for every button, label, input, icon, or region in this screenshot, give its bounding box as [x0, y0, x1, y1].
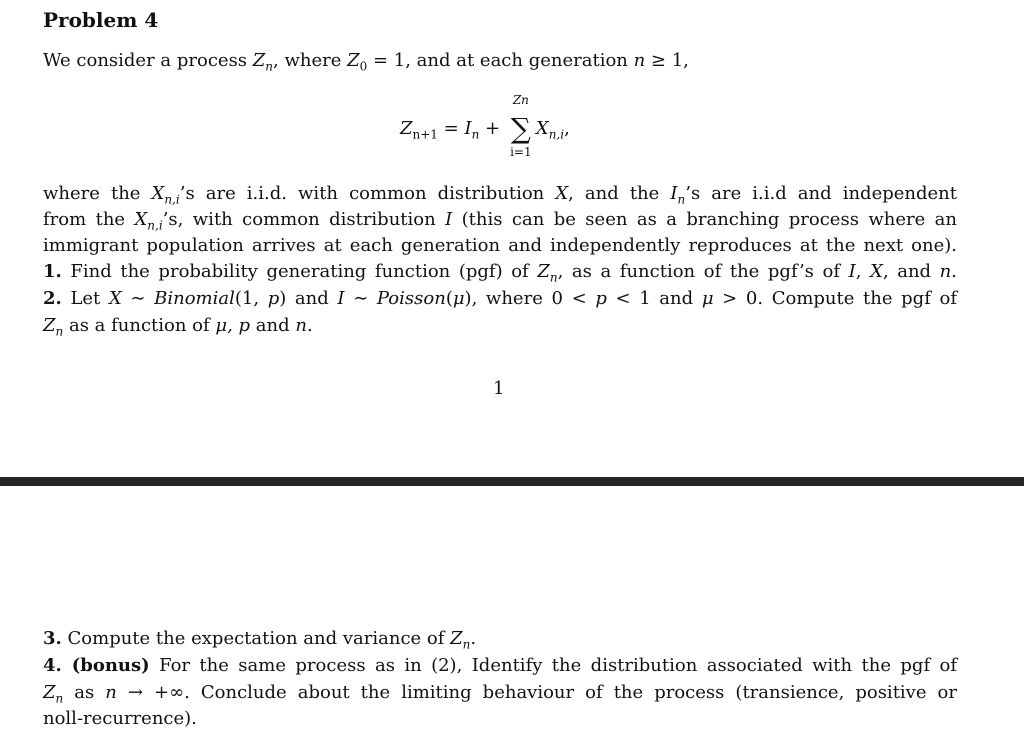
question-3 [43, 628, 477, 652]
text: , and [882, 261, 940, 282]
paragraph-line-2 [43, 209, 957, 233]
question-4-line-1 [43, 655, 957, 676]
text: (1, [234, 288, 268, 309]
math-var: Z [43, 315, 56, 336]
text: ) and [279, 288, 338, 309]
text: = 1, and at each generation [367, 50, 634, 71]
math-var: μ [452, 288, 465, 309]
question-2-line-1 [43, 288, 957, 309]
math-sub: n [265, 59, 274, 74]
text: as a function of [63, 315, 216, 336]
problem-title: Problem 4 [43, 8, 159, 32]
text: ’s are i.i.d. with common distribution [179, 183, 556, 204]
page-divider [0, 477, 1024, 486]
math-sub: 0 [359, 59, 368, 74]
text: . [951, 261, 957, 282]
math-var: Z [400, 118, 413, 139]
text: ’s are i.i.d and independent [685, 183, 957, 204]
question-number: 3. [43, 628, 62, 649]
math-var: Z [450, 628, 463, 649]
math-var: n [633, 50, 646, 71]
math-var: X [555, 183, 569, 204]
math-var: μ [701, 288, 714, 309]
math-sub: n,i [147, 218, 163, 233]
recurrence-equation [400, 93, 570, 159]
plus-sign: + [479, 118, 506, 139]
math-var: Z [43, 682, 56, 703]
text: and [250, 315, 296, 336]
math-var: n [939, 261, 952, 282]
text: < 1 and [606, 288, 702, 309]
text: We consider a process [43, 50, 253, 71]
question-number: 1. [43, 261, 62, 282]
math-var: I [337, 288, 345, 309]
question-number: 4. [43, 655, 62, 676]
math-sub: n [549, 270, 558, 285]
math-sub: n+1 [412, 127, 438, 142]
summation [506, 93, 536, 159]
sum-lower-limit: i=1 [510, 145, 532, 159]
paragraph-line-1 [43, 183, 957, 207]
math-var: Poisson [376, 288, 446, 309]
text: from the [43, 209, 135, 230]
question-4-line-3: noll-recurrence). [43, 708, 197, 729]
text: , as a function of the pgf’s of [557, 261, 849, 282]
text: , and the [568, 183, 671, 204]
text: Find the probability generating function (pgf) of [61, 261, 538, 282]
math-sub: n [55, 691, 64, 706]
text: ∼ [344, 288, 377, 309]
equals-sign: = [437, 118, 465, 139]
math-var: X [535, 118, 549, 139]
math-var: X [870, 261, 883, 282]
math-var: X [151, 183, 165, 204]
math-var: I [670, 183, 678, 204]
question-4-line-2 [43, 682, 957, 706]
text: ’s, with common distribution [162, 209, 446, 230]
math-sub: n [55, 324, 64, 339]
math-var: p [267, 288, 280, 309]
text: > 0. Compute the pgf of [713, 288, 958, 309]
text: Compute the expectation and variance of [61, 628, 451, 649]
sigma-icon: ∑ [510, 112, 531, 145]
text: , where [273, 50, 348, 71]
math-var: I [464, 118, 472, 139]
text: → +∞. Conclude about the limiting behaviour of the process (transience, positive or [116, 682, 957, 703]
math-var: Z [347, 50, 360, 71]
math-var: X [134, 209, 148, 230]
text: (this can be seen as a branching process where an [452, 209, 957, 230]
bonus-label: (bonus) [61, 655, 150, 676]
text: . [306, 315, 313, 336]
math-sub: n [471, 127, 480, 142]
math-var: Binomial [154, 288, 235, 309]
text: Let [61, 288, 109, 309]
text: , [855, 261, 871, 282]
question-number: 2. [43, 288, 62, 309]
page-2 [0, 486, 1024, 753]
math-sub: n,i [548, 127, 565, 142]
text: For the same process as in (2), Identify the distribution associated with the pgf of [149, 655, 958, 676]
math-var: p [595, 288, 607, 309]
question-2-line-2 [43, 315, 313, 339]
math-var: μ, p [215, 315, 251, 336]
sum-upper-limit: Zn [512, 93, 529, 107]
math-var: I [445, 209, 453, 230]
page-number: 1 [493, 378, 505, 399]
math-var: X [108, 288, 122, 309]
text: . [470, 628, 477, 649]
text: , [564, 118, 570, 139]
text: ∼ [121, 288, 155, 309]
paragraph-line-3: immigrant population arrives at each generation and independently reproduces at the next one). [43, 235, 957, 256]
math-sub: n,i [164, 192, 180, 207]
math-var: Z [252, 50, 266, 71]
math-var: I [848, 261, 856, 282]
math-sub: n [462, 637, 471, 652]
math-var: n [105, 682, 117, 703]
math-var: Z [537, 261, 550, 282]
question-1 [43, 261, 957, 285]
text: ≥ 1, [645, 50, 689, 71]
text: as [63, 682, 106, 703]
text: where the [43, 183, 152, 204]
text: ), where 0 < [464, 288, 596, 309]
math-sub: n [677, 192, 686, 207]
text: ( [445, 288, 453, 309]
intro-line [43, 50, 689, 74]
math-var: n [295, 315, 307, 336]
